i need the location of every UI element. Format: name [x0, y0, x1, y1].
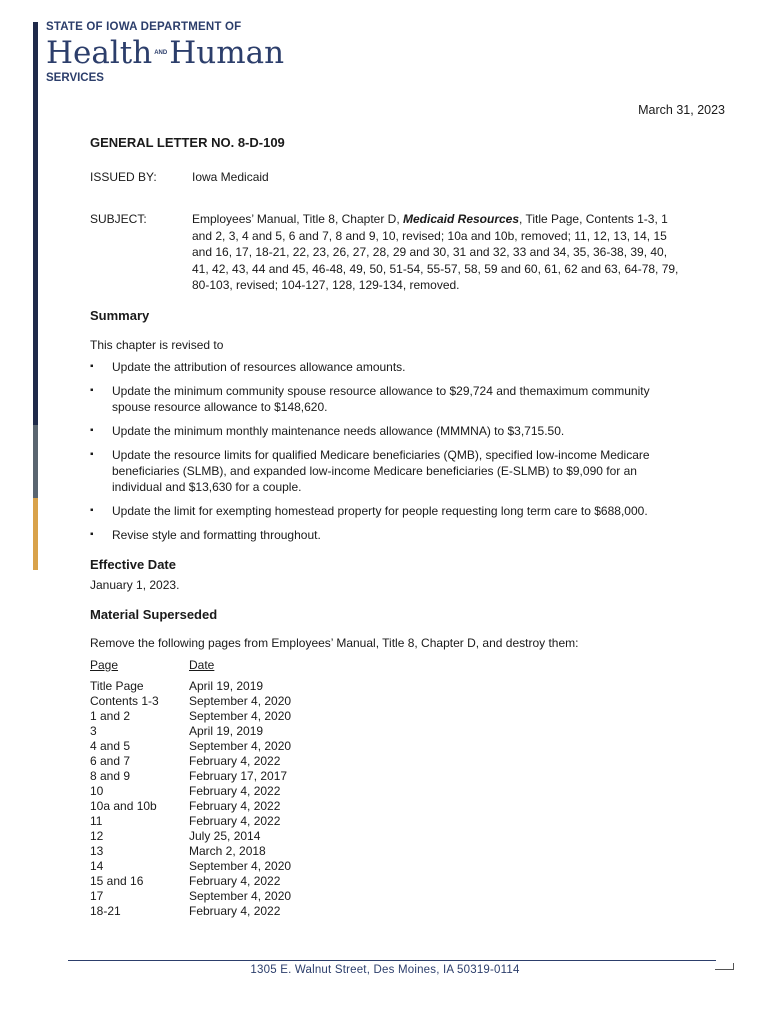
page-corner-mark: [715, 963, 734, 970]
logo-human: Human: [169, 35, 285, 71]
date-cell: February 4, 2022: [189, 783, 281, 798]
issued-by-label: ISSUED BY:: [90, 170, 157, 184]
table-row: [90, 859, 291, 874]
date-cell: April 19, 2019: [189, 678, 264, 693]
summary-item: ▪ Update the minimum monthly maintenance needs allowance (MMMNA) to $3,715.50.: [90, 423, 680, 439]
date-cell: September 4, 2020: [189, 738, 292, 753]
summary-item: ▪ Revise style and formatting throughout.: [90, 527, 680, 543]
table-row: [90, 889, 291, 904]
page-cell: 10: [90, 783, 104, 798]
date-cell: February 4, 2022: [189, 873, 281, 888]
logo-top-line: STATE OF IOWA DEPARTMENT OF: [46, 21, 242, 33]
table-row: [90, 844, 291, 859]
agency-logo: [46, 20, 284, 85]
material-superseded-heading: Material Superseded: [90, 606, 218, 622]
table-row: [90, 769, 291, 784]
letter-title: GENERAL LETTER NO. 8-D-109: [90, 135, 285, 150]
page-cell: 11: [90, 813, 103, 828]
issued-by-value: Iowa Medicaid: [192, 170, 269, 184]
date-cell: February 4, 2022: [189, 903, 281, 918]
sidebar-accent-gold: [33, 498, 38, 570]
table-header-row: [90, 657, 291, 679]
date-cell: April 19, 2019: [189, 723, 264, 738]
page-cell: 1 and 2: [90, 708, 131, 723]
page-cell: 8 and 9: [90, 768, 131, 783]
logo-main-line: [46, 36, 284, 70]
logo-services: SERVICES: [46, 72, 104, 84]
page-cell: 13: [90, 843, 104, 858]
page-cell: 17: [90, 888, 104, 903]
table-row: [90, 739, 291, 754]
summary-item: ▪ Update the minimum community spouse resource allowance to $29,724 and themaximum community spouse resource allowance to $148,620.: [90, 383, 680, 415]
subject-label: SUBJECT:: [90, 212, 147, 226]
date-cell: February 17, 2017: [189, 768, 288, 783]
page-cell: 10a and 10b: [90, 798, 157, 813]
date-cell: February 4, 2022: [189, 798, 281, 813]
table-row: [90, 829, 291, 844]
date-cell: February 4, 2022: [189, 753, 281, 768]
effective-date-heading: Effective Date: [90, 556, 176, 572]
page-cell: Title Page: [90, 678, 144, 693]
summary-intro: This chapter is revised to: [90, 337, 224, 352]
table-row: [90, 679, 291, 694]
date-cell: February 4, 2022: [189, 813, 281, 828]
table-row: [90, 724, 291, 739]
date-cell: July 25, 2014: [189, 828, 261, 843]
material-instruction: Remove the following pages from Employees’ Manual, Title 8, Chapter D, and destroy them:: [90, 635, 579, 650]
footer-divider: [68, 960, 716, 961]
table-row: [90, 694, 291, 709]
date-cell: September 4, 2020: [189, 693, 292, 708]
logo-health: Health: [46, 35, 153, 71]
subject-value: [192, 211, 680, 294]
table-row: [90, 904, 291, 919]
sidebar-accent-gray: [33, 425, 38, 498]
effective-date-value: January 1, 2023.: [90, 577, 180, 592]
subject-text-before: Employees’ Manual, Title 8, Chapter D,: [192, 212, 403, 226]
page-cell: 15 and 16: [90, 873, 144, 888]
date-cell: September 4, 2020: [189, 888, 292, 903]
date-cell: September 4, 2020: [189, 708, 292, 723]
issued-by-row: [90, 169, 680, 185]
summary-item: ▪ Update the attribution of resources allowance amounts.: [90, 359, 680, 375]
table-row: [90, 784, 291, 799]
table-row: [90, 709, 291, 724]
table-row: [90, 754, 291, 769]
summary-item: ▪ Update the limit for exempting homestead property for people requesting long term care to $688,000.: [90, 503, 680, 519]
superseded-pages-table: [90, 657, 291, 919]
page-cell: 4 and 5: [90, 738, 131, 753]
column-header-page: Page: [90, 657, 119, 672]
page-cell: 12: [90, 828, 104, 843]
subject-emphasis: Medicaid Resources: [402, 212, 520, 226]
page-cell: Contents 1-3: [90, 693, 159, 708]
table-row: [90, 814, 291, 829]
logo-and: AND: [154, 50, 168, 56]
summary-heading: Summary: [90, 307, 150, 323]
date-cell: March 2, 2018: [189, 843, 266, 858]
sidebar-accent-navy: [33, 22, 38, 425]
subject-row: [90, 211, 680, 294]
date-cell: September 4, 2020: [189, 858, 292, 873]
summary-list: [90, 359, 680, 543]
column-header-date: Date: [189, 657, 215, 672]
page-cell: 18-21: [90, 903, 121, 918]
page-cell: 3: [90, 723, 97, 738]
footer-address: 1305 E. Walnut Street, Des Moines, IA 50319-0114: [250, 964, 520, 976]
summary-item: ▪ Update the resource limits for qualified Medicare beneficiaries (QMB), specified low-income Medicare beneficiaries (SLMB), and expanded low-income Medicare beneficiaries (E-SLMB) to $9,090 for an individual and $13,630 for a couple.: [90, 447, 680, 495]
page-cell: 6 and 7: [90, 753, 131, 768]
subject-text-after: , Title Page, Contents 1-3, 1 and 2, 3, 4 and 5, 6 and 7, 8 and 9, 10, revised; 10a and 10b, removed; 11, 12, 13, 14, 15 and 16, 17, 18-21, 22, 23, 26, 27, 28, 29 and 30, 31 and 32, 33 and 34, 35, 36-38, 39, 40, 41, 42, 43, 44 and 45, 46-48, 49, 50, 51-54, 55-57, 58, 59 and 60, 61, 62 and 63, 64-78, 79, 80-103, revised; 104-127, 128, 129-134, removed.: [192, 212, 679, 292]
letter-body: [90, 135, 680, 919]
table-row: [90, 799, 291, 814]
table-row: [90, 874, 291, 889]
letter-date: March 31, 2023: [638, 103, 725, 117]
page-cell: 14: [90, 858, 104, 873]
